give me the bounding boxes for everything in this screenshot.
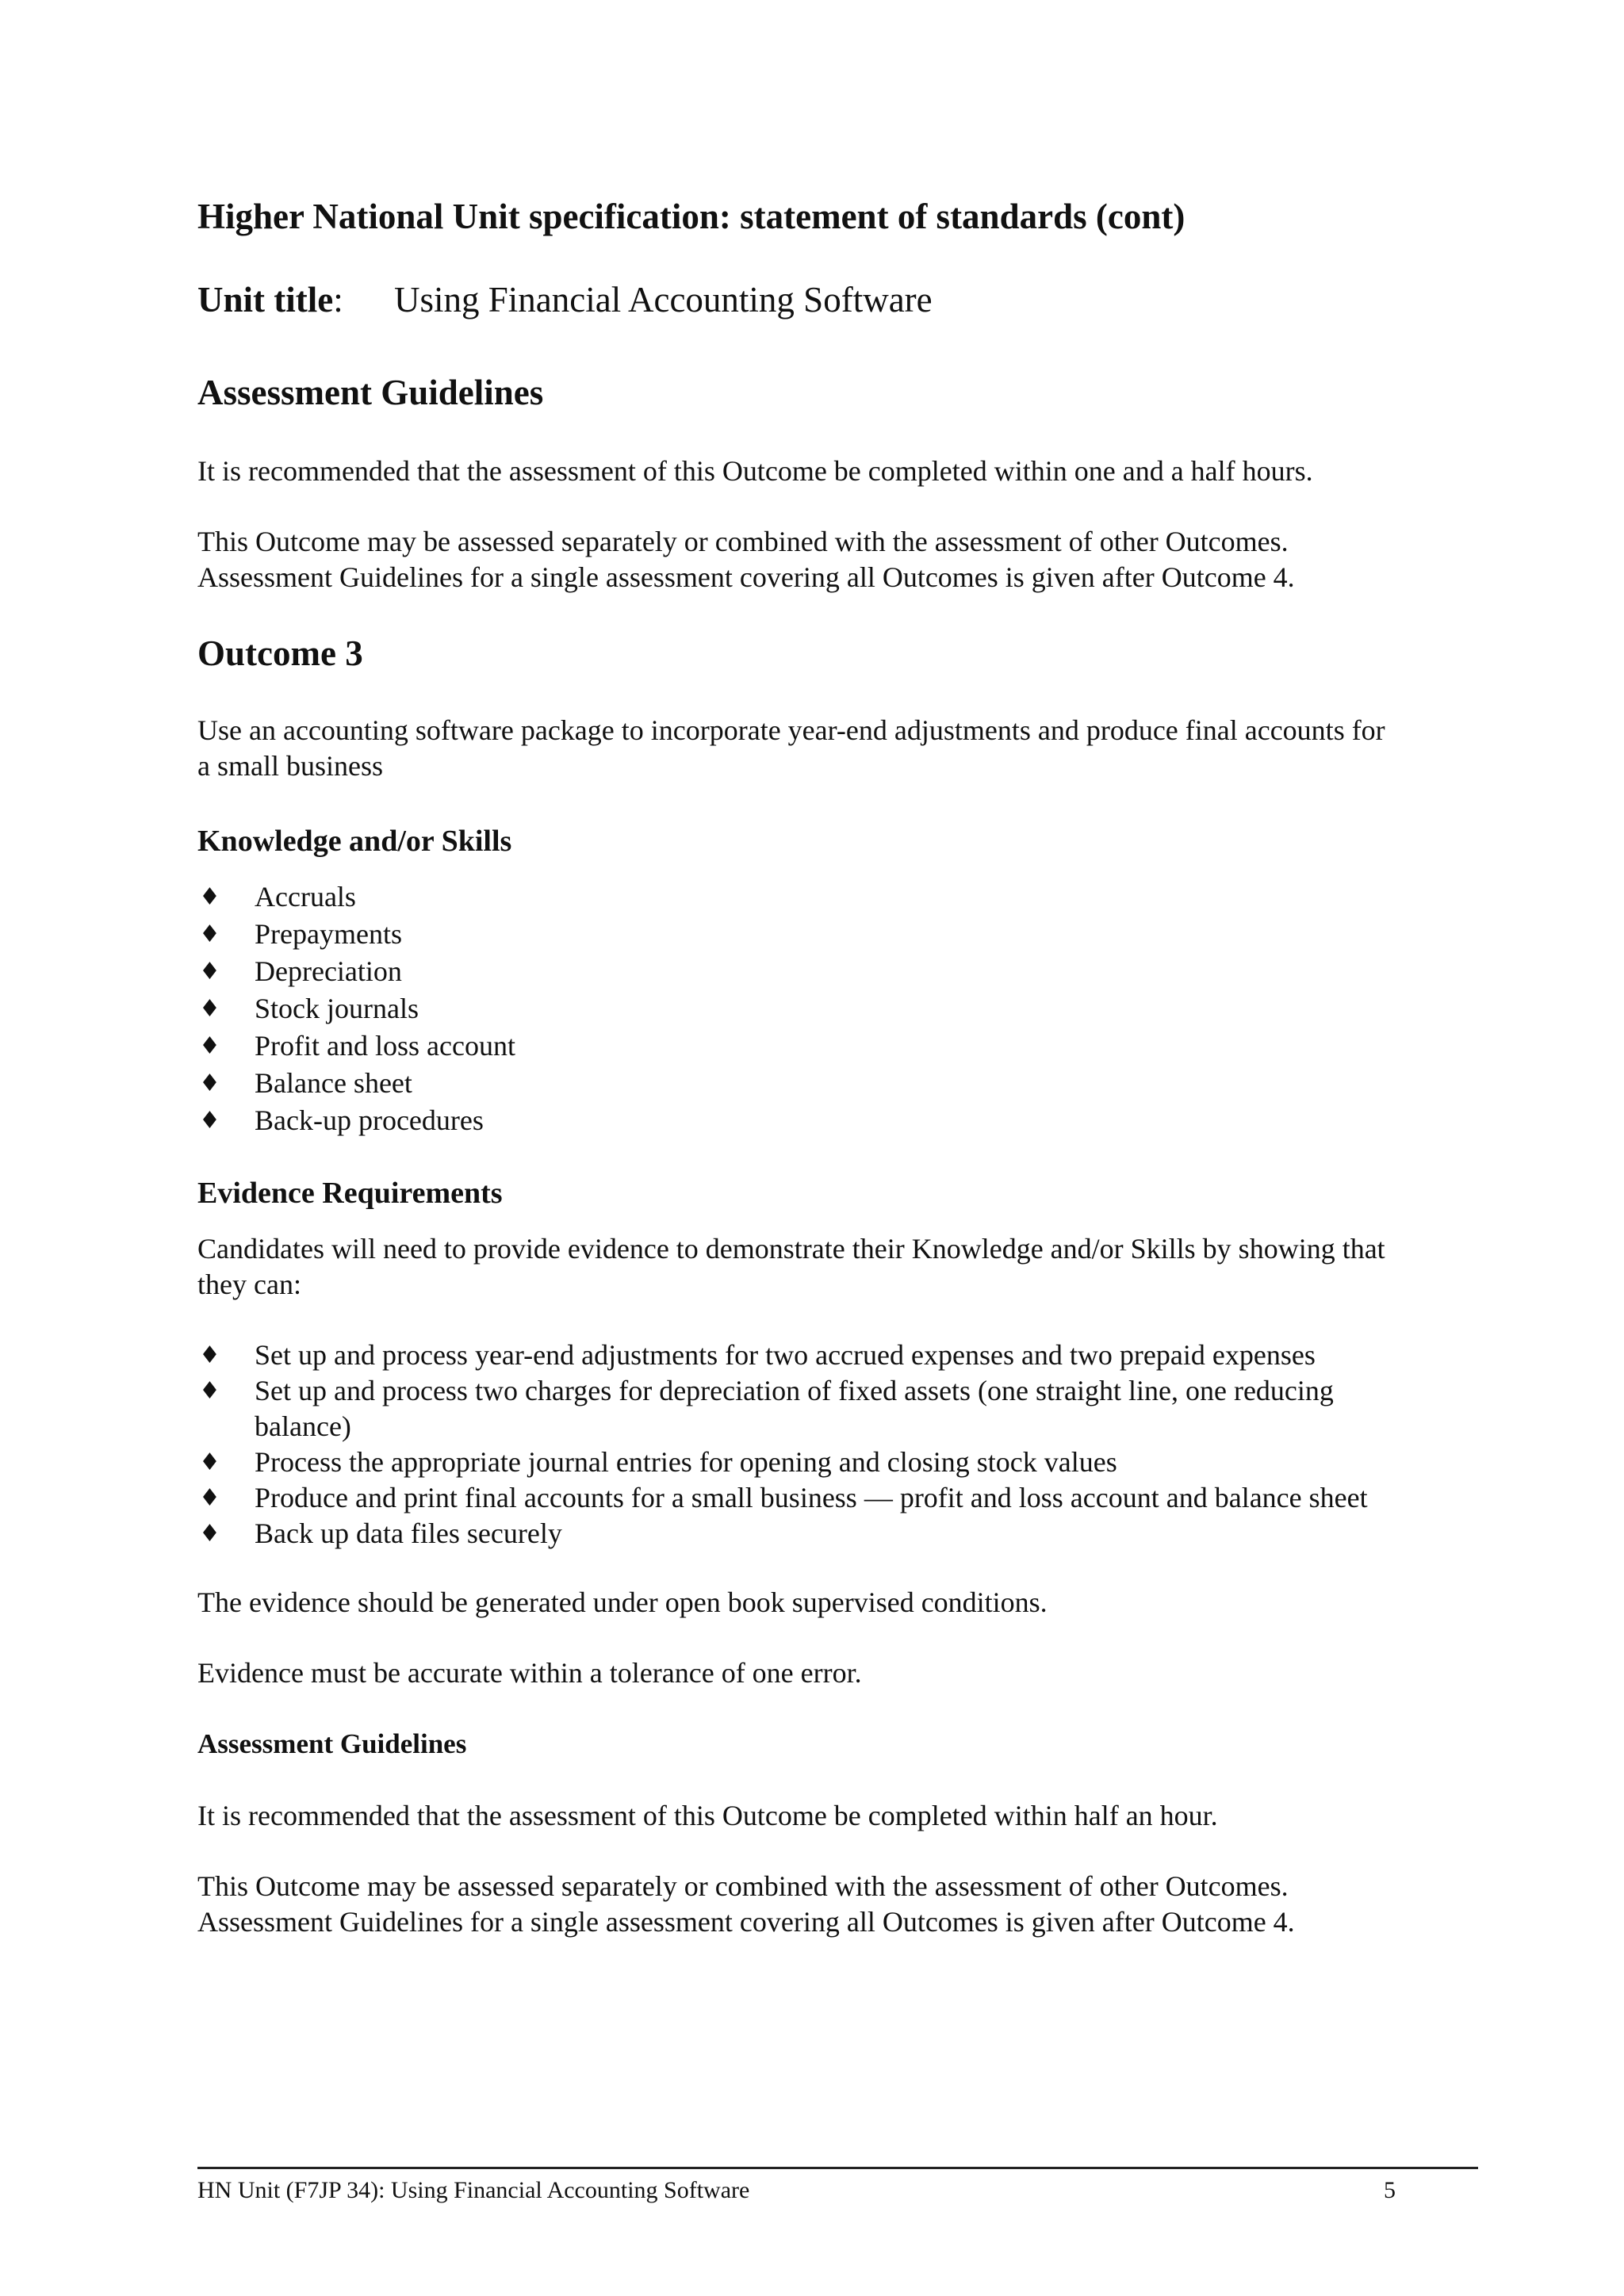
knowledge-skills-item: [197, 953, 1478, 990]
footer-unit-reference: HN Unit (F7JP 34): Using Financial Accounting Software: [197, 2177, 750, 2203]
assessment-guidelines-2-para-2: [197, 1869, 1478, 1940]
knowledge-skills-heading: Knowledge and/or Skills: [197, 825, 512, 858]
paragraph-line: This Outcome may be assessed separately or combined with the assessment of other Outcomes.: [197, 526, 1289, 557]
diamond-bullet-icon: ♦: [199, 1032, 220, 1060]
unit-title-value: Using Financial Accounting Software: [394, 280, 933, 320]
paragraph-line: It is recommended that the assessment of this Outcome be completed within half an hour.: [197, 1800, 1218, 1831]
knowledge-skills-item-text: Prepayments: [255, 918, 402, 950]
paragraph-line: Assessment Guidelines for a single assessment covering all Outcomes is given after Outcome 4.: [197, 1906, 1295, 1938]
assessment-guidelines-subheading: Assessment Guidelines: [197, 1728, 467, 1759]
diamond-bullet-icon: ♦: [199, 1070, 220, 1097]
evidence-item-line: balance): [255, 1410, 351, 1442]
knowledge-skills-item-text: Stock journals: [255, 993, 419, 1024]
evidence-intro: [197, 1231, 1478, 1303]
knowledge-skills-item-text: Balance sheet: [255, 1067, 412, 1099]
diamond-bullet-icon: ♦: [199, 1520, 220, 1548]
paragraph-line: Assessment Guidelines for a single assessment covering all Outcomes is given after Outcome 4.: [197, 561, 1295, 593]
paragraph-line: they can:: [197, 1269, 301, 1300]
evidence-item: [197, 1516, 1478, 1552]
diamond-bullet-icon: ♦: [199, 883, 220, 911]
evidence-requirements-heading: Evidence Requirements: [197, 1177, 503, 1210]
evidence-item: [197, 1373, 1478, 1445]
evidence-item: [197, 1445, 1478, 1480]
outcome-description: [197, 713, 1478, 784]
assessment-guidelines-para-1: [197, 453, 1478, 489]
unit-title-row: [197, 280, 933, 321]
evidence-tolerance: [197, 1655, 1478, 1691]
diamond-bullet-icon: ♦: [199, 958, 220, 985]
document-page: [197, 0, 1478, 2296]
paragraph-line: This Outcome may be assessed separately or combined with the assessment of other Outcomes.: [197, 1870, 1289, 1902]
knowledge-skills-item: [197, 1065, 1478, 1102]
evidence-item-line: Set up and process two charges for depreciation of fixed assets (one straight line, one reducing: [255, 1375, 1334, 1406]
unit-title-colon: :: [333, 280, 343, 320]
paragraph-line: It is recommended that the assessment of this Outcome be completed within one and a half hours.: [197, 455, 1313, 487]
evidence-item-line: Produce and print final accounts for a small business — profit and loss account and balance sheet: [255, 1482, 1368, 1513]
knowledge-skills-item: [197, 990, 1478, 1027]
paragraph-line: Candidates will need to provide evidence to demonstrate their Knowledge and/or Skills by showing that: [197, 1233, 1385, 1265]
page-number: 5: [1384, 2177, 1396, 2203]
diamond-bullet-icon: ♦: [199, 1377, 220, 1405]
diamond-bullet-icon: ♦: [199, 1484, 220, 1512]
assessment-guidelines-2-para-1: [197, 1798, 1478, 1834]
outcome-heading: Outcome 3: [197, 633, 363, 673]
diamond-bullet-icon: ♦: [199, 1341, 220, 1369]
knowledge-skills-item: [197, 1027, 1478, 1065]
paragraph-line: a small business: [197, 750, 383, 782]
knowledge-skills-list: [197, 878, 1478, 1139]
knowledge-skills-item: [197, 916, 1478, 953]
evidence-item-line: Process the appropriate journal entries for opening and closing stock values: [255, 1446, 1117, 1478]
footer-divider: [197, 2167, 1478, 2169]
knowledge-skills-item-text: Accruals: [255, 881, 356, 913]
diamond-bullet-icon: ♦: [199, 920, 220, 948]
evidence-list: [197, 1337, 1478, 1552]
assessment-guidelines-para-2: [197, 524, 1478, 595]
knowledge-skills-item: [197, 878, 1478, 916]
page-title: Higher National Unit specification: statement of standards (cont): [197, 197, 1185, 236]
diamond-bullet-icon: ♦: [199, 995, 220, 1023]
diamond-bullet-icon: ♦: [199, 1448, 220, 1476]
paragraph-line: Use an accounting software package to incorporate year-end adjustments and produce final accounts for: [197, 714, 1385, 746]
paragraph-line: The evidence should be generated under open book supervised conditions.: [197, 1586, 1048, 1618]
assessment-guidelines-heading: Assessment Guidelines: [197, 373, 544, 412]
diamond-bullet-icon: ♦: [199, 1107, 220, 1135]
knowledge-skills-item-text: Profit and loss account: [255, 1030, 515, 1062]
knowledge-skills-item-text: Back-up procedures: [255, 1104, 484, 1136]
evidence-conditions: [197, 1585, 1478, 1621]
knowledge-skills-item: [197, 1102, 1478, 1139]
knowledge-skills-item-text: Depreciation: [255, 955, 402, 987]
evidence-item: [197, 1480, 1478, 1516]
evidence-item: [197, 1337, 1478, 1373]
evidence-item-line: Set up and process year-end adjustments for two accrued expenses and two prepaid expenses: [255, 1339, 1316, 1371]
unit-title-label: Unit title: [197, 280, 334, 320]
evidence-item-line: Back up data files securely: [255, 1517, 562, 1549]
paragraph-line: Evidence must be accurate within a tolerance of one error.: [197, 1657, 862, 1689]
